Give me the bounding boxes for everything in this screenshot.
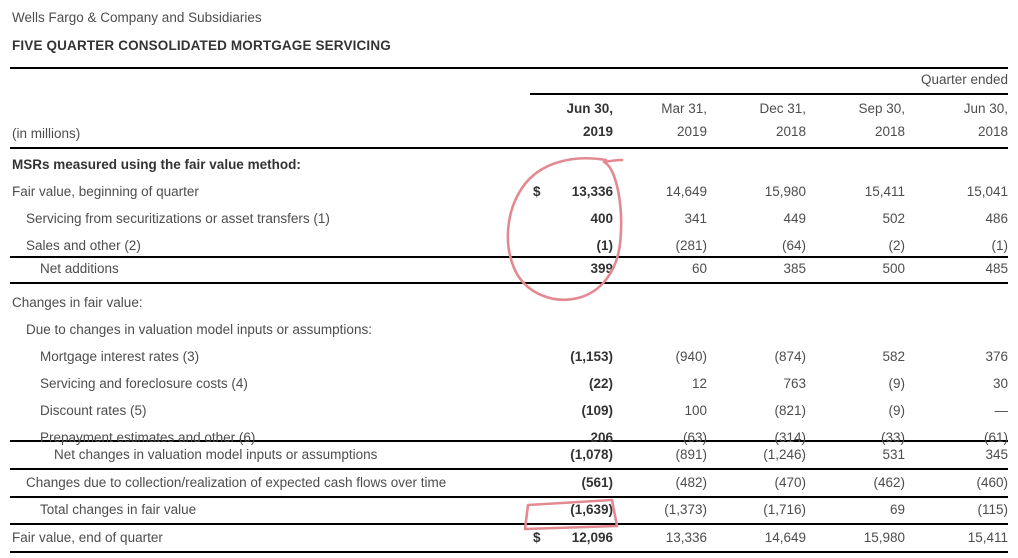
table-row [0,257,1018,284]
table-cell: 345 [985,447,1008,462]
page-title: FIVE QUARTER CONSOLIDATED MORTGAGE SERVICING [12,38,391,53]
table-cell: 15,411 [967,530,1008,545]
table-row [0,498,1018,525]
table-cell: 341 [684,211,707,226]
table-row [0,372,1018,399]
column-header-month: Jun 30, [963,101,1008,116]
row-label: Servicing and foreclosure costs (4) [40,376,248,391]
row-label: Net changes in valuation model inputs or assumptions [54,447,378,462]
column-header-3 [805,101,905,139]
table-cell: 500 [882,261,905,276]
column-header-year: 2019 [676,124,707,139]
table-cell: (940) [675,349,707,364]
table-row [0,526,1018,553]
table-cell: 763 [783,376,806,391]
table-cell: 13,336 [665,530,707,545]
row-label: Fair value, end of quarter [12,530,163,545]
table-cell: (1,639) [570,502,613,517]
rule-below-column-headers [10,147,1008,149]
row-label: Net additions [40,261,119,276]
table-cell: (1,153) [570,349,613,364]
table-cell: — [994,403,1008,418]
table-cell: (22) [588,376,613,391]
table-cell: 485 [985,261,1008,276]
currency-symbol: $ [533,530,541,545]
table-cell: (821) [774,403,806,418]
table-row [0,471,1018,498]
table-cell: (462) [873,475,905,490]
table-cell: 399 [590,261,613,276]
table-cell: (9) [888,403,905,418]
table-cell: (891) [675,447,707,462]
table-cell: 69 [889,502,905,517]
units-label: (in millions) [12,126,81,141]
table-cell: (1,078) [570,447,613,462]
table-cell: 502 [882,211,905,226]
table-cell: (561) [581,475,613,490]
column-header-month: Dec 31, [759,101,806,116]
table-cell: 385 [783,261,806,276]
table-cell: (1,246) [763,447,806,462]
table-cell: (64) [781,238,806,253]
row-label: Sales and other (2) [26,238,141,253]
table-cell: (61) [983,430,1008,445]
table-cell: 14,649 [665,184,707,199]
table-cell: 13,336 [571,184,613,199]
table-cell: (1) [596,238,613,253]
column-header-0 [513,101,613,139]
table-cell: 15,411 [864,184,905,199]
table-cell: (1) [991,238,1008,253]
column-header-year: 2018 [775,124,806,139]
company-subtitle: Wells Fargo & Company and Subsidiaries [12,10,262,25]
row-label: Changes in fair value: [12,295,143,310]
row-label: Fair value, beginning of quarter [12,184,199,199]
table-cell: (1,716) [763,502,806,517]
table-cell: (109) [581,403,613,418]
table-cell: (33) [880,430,905,445]
table-cell: (9) [888,376,905,391]
table-cell: (874) [774,349,806,364]
table-cell: 206 [590,430,613,445]
table-cell: 15,041 [966,184,1008,199]
table-cell: (115) [977,502,1008,517]
table-cell: 100 [684,403,707,418]
table-row [0,318,1018,345]
table-cell: 376 [985,349,1008,364]
table-cell: 15,980 [863,530,905,545]
table-cell: (2) [888,238,905,253]
row-label: Total changes in fair value [40,502,197,517]
table-cell: 400 [590,211,613,226]
column-header-month: Jun 30, [566,101,613,116]
table-cell: (460) [976,475,1008,490]
table-cell: 30 [992,376,1008,391]
table-cell: (470) [774,475,806,490]
table-cell: 531 [882,447,905,462]
row-label: Due to changes in valuation model inputs or assumptions: [26,322,372,337]
row-label: MSRs measured using the fair value method: [12,157,301,172]
rule-quarter-ended [530,93,1008,95]
row-label: Prepayment estimates and other (6) [40,430,256,445]
column-header-year: 2018 [977,124,1008,139]
column-header-4 [908,101,1008,139]
table-row [0,291,1018,318]
table-cell: 15,980 [764,184,806,199]
column-header-month: Mar 31, [661,101,707,116]
table-cell: (63) [682,430,707,445]
table-cell: (482) [675,475,707,490]
table-cell: 449 [783,211,806,226]
rule-top [10,67,1008,69]
row-label: Discount rates (5) [40,403,147,418]
table-row [0,153,1018,180]
column-header-year: 2018 [874,124,905,139]
table-cell: (1,373) [664,502,707,517]
table-row [0,399,1018,426]
column-header-year: 2019 [582,124,613,139]
table-row [0,345,1018,372]
table-cell: 14,649 [764,530,806,545]
table-cell: 60 [691,261,707,276]
table-cell: (314) [774,430,806,445]
row-label: Servicing from securitizations or asset transfers (1) [26,211,330,226]
table-row [0,443,1018,470]
column-header-month: Sep 30, [858,101,905,116]
table-cell: 582 [882,349,905,364]
column-header-1 [607,101,707,139]
table-row [0,207,1018,234]
table-cell: (281) [675,238,707,253]
table-cell: 12,096 [571,530,613,545]
row-label: Mortgage interest rates (3) [40,349,200,364]
table-row [0,180,1018,207]
currency-symbol: $ [533,184,541,199]
row-label: Changes due to collection/realization of expected cash flows over time [26,475,447,490]
column-header-2 [706,101,806,139]
table-cell: 12 [691,376,707,391]
table-cell: 486 [985,211,1008,226]
quarter-ended-label: Quarter ended [920,72,1008,87]
